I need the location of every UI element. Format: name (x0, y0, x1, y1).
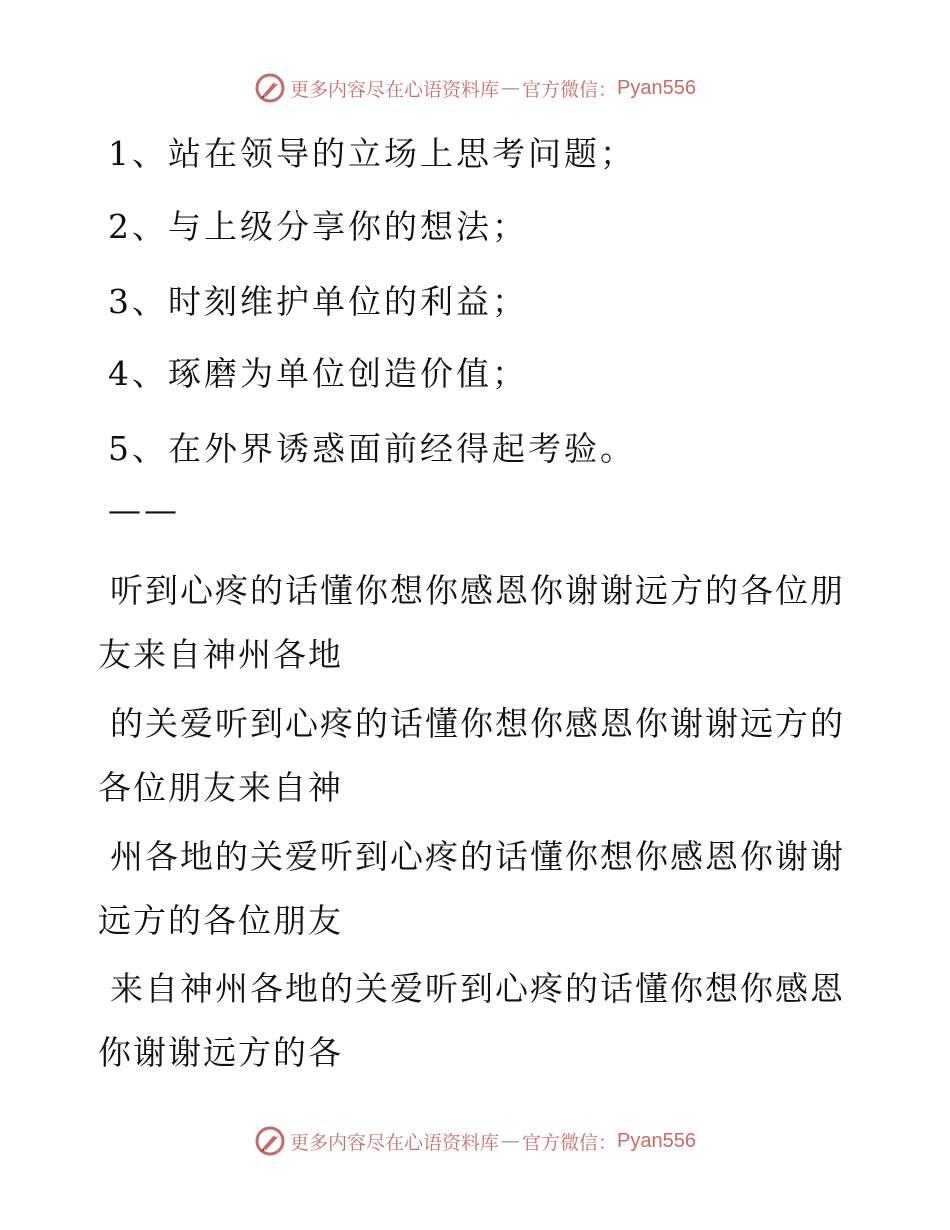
paragraph-line: 远方的各位朋友 (98, 901, 343, 940)
watermark-wechat-id: Pyan556 (617, 1129, 696, 1152)
watermark-wechat-label: 官方微信： (522, 78, 618, 101)
paragraph-line: 州各地的关爱听到心疼的话懂你想你感恩你谢谢 (110, 837, 845, 876)
paragraph-line: 的关爱听到心疼的话懂你想你感恩你谢谢远方的 (110, 704, 845, 743)
paragraph (98, 692, 845, 820)
paragraph-line: 听到心疼的话懂你想你感恩你谢谢远方的各位朋 (110, 571, 845, 610)
pen-seal-logo-icon (254, 72, 286, 104)
paragraph-line: 你谢谢远方的各 (98, 1033, 343, 1072)
list-item: 4、琢磨为单位创造价值； (108, 354, 528, 393)
paragraph (98, 825, 845, 953)
footer-watermark (0, 1125, 950, 1157)
watermark-separator: — (501, 1130, 521, 1152)
paragraph-line: 友来自神州各地 (98, 635, 343, 674)
paragraph (98, 957, 845, 1085)
pen-seal-logo-icon (254, 1125, 286, 1157)
list-item: 5、在外界诱惑面前经得起考验。 (108, 429, 636, 468)
list-item: 3、时刻维护单位的利益； (108, 282, 528, 321)
list-item: 1、站在领导的立场上思考问题； (108, 134, 636, 173)
header-watermark (0, 72, 950, 104)
watermark-text: 更多内容尽在心语资料库 (290, 1131, 500, 1154)
watermark-wechat-label: 官方微信： (522, 1131, 618, 1154)
watermark-text: 更多内容尽在心语资料库 (290, 78, 500, 101)
dash-divider: —— (108, 490, 180, 529)
watermark-wechat-id: Pyan556 (617, 76, 696, 99)
paragraph (98, 559, 845, 687)
list-item: 2、与上级分享你的想法； (108, 207, 528, 246)
watermark-separator: — (501, 77, 521, 99)
paragraph-line: 各位朋友来自神 (98, 768, 343, 807)
paragraph-line: 来自神州各地的关爱听到心疼的话懂你想你感恩 (110, 969, 845, 1008)
